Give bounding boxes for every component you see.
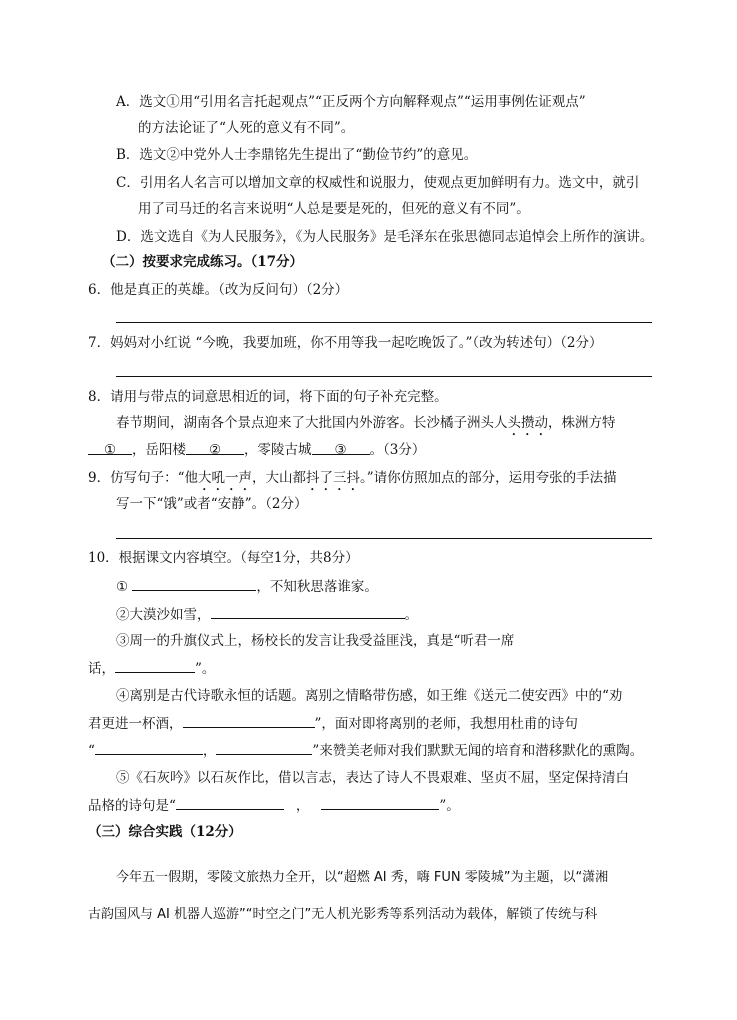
q10-item-2-text: ②大漠沙如雪，	[116, 607, 211, 623]
answer-line-q7[interactable]	[116, 376, 652, 377]
q8-text-c: ，株洲方特	[548, 415, 616, 431]
option-a-line1: A．选文①用“引用名言托起观点”“正反两个方向解释观点”“运用事例佐证观点”	[116, 94, 586, 110]
option-c-line1: C．引用名人名言可以增加文章的权威性和说服力，使观点更加鲜明有力。选文中，就引	[116, 175, 640, 191]
q10-item-2	[116, 604, 418, 625]
q10-item-5-line2	[88, 795, 460, 816]
practice-paragraph-line1: 今年五一假期，零陵文旅热力全开，以“超燃 AI 秀，嗨 FUN 零陵城”为主题，以“潇湘	[116, 870, 609, 885]
q10-item-4-line2	[88, 713, 578, 734]
q10-blank-4[interactable]	[183, 713, 315, 728]
question-7: 7．妈妈对小红说 “今晚，我要加班，你不用等我一起吃晚饭了。”（改为转述句）（2分）	[88, 335, 603, 351]
q10-blank-5[interactable]	[95, 740, 203, 755]
answer-line-q6[interactable]	[116, 322, 652, 323]
q9-text-c: ，大山都	[252, 470, 306, 486]
question-8-stem: 8．请用与带点的词意思相近的词，将下面的句子补充完整。	[88, 389, 448, 405]
q10-blank-8[interactable]	[321, 795, 439, 810]
question-10-stem: 10．根据课文内容填空。（每空1分，共8分）	[88, 550, 359, 566]
option-b: B．选文②中党外人士李鼎铭先生提出了“勤俭节约”的意见。	[116, 147, 478, 163]
option-d: D．选文选自《为人民服务》，《为人民服务》是毛泽东在张思德同志追悼会上所作的演讲。	[116, 229, 654, 245]
q9-dotted-1: 大吼一声	[198, 470, 252, 486]
q10-item-3-line1: ③周一的升旗仪式上，杨校长的发言让我受益匪浅，真是“听君一席	[116, 633, 515, 649]
q10-item-5-end: ”。	[439, 798, 460, 814]
section-two-heading: （二）按要求完成练习。（17分）	[102, 254, 304, 270]
q10-blank-1[interactable]	[132, 576, 256, 591]
q9-text-a: 9．仿写句子：“他	[88, 470, 198, 486]
q9-text-e: 。”请你仿照加点的部分，运用夸张的手法描	[360, 470, 617, 486]
q10-blank-6[interactable]	[216, 740, 312, 755]
q8-text-t1: ，岳阳楼	[132, 442, 186, 458]
q8-blank-2[interactable]	[186, 440, 244, 458]
q10-item-5-text: 品格的诗句是“	[88, 798, 176, 814]
q10-item-1-marker: ①	[116, 579, 129, 595]
q10-blank-3[interactable]	[115, 658, 195, 673]
q10-item-1-text: ，不知秋思落谁家。	[256, 579, 378, 595]
q8-text-a: 春节期间，湖南各个景点迎来了大批国内外游客。长沙橘子洲头人	[116, 415, 508, 431]
q8-marker-1: ①	[103, 442, 117, 458]
q10-item-4-line1: ④离别是古代诗歌永恒的话题。离别之情略带伤感，如王维《送元二使安西》中的“劝	[116, 688, 623, 704]
option-a-line2: 的方法论证了“人死的意义有不同”。	[138, 120, 355, 136]
q8-text-t2: ，零陵古城	[244, 442, 312, 458]
q9-dotted-2: 抖了三抖	[306, 470, 360, 486]
question-8-line1	[116, 413, 616, 439]
q8-dotted-word: 头攒动	[507, 415, 548, 431]
option-c-line2: 用了司马迁的名言来说明“人总是要是死的，但死的意义有不同”。	[138, 201, 530, 217]
q10-item-4-comma: ，	[202, 743, 217, 759]
q10-item-4-quote-open: “	[88, 743, 95, 759]
q10-item-4-text: 君更进一杯酒，	[88, 716, 183, 732]
question-6: 6．他是真正的英雄。（改为反问句）（2分）	[88, 282, 349, 298]
q10-item-5-line1: ⑤《石灰吟》以石灰作比，借以言志，表达了诗人不畏艰难、坚贞不屈，坚定保持清白	[116, 770, 629, 786]
answer-line-q9[interactable]	[116, 538, 652, 539]
q10-item-2-end: 。	[404, 607, 418, 623]
q8-blank-1[interactable]	[88, 440, 132, 458]
practice-paragraph-line2: 古韵国风与 AI 机器人巡游”“时空之门”无人机光影秀等系列活动为载体，解锁了传统与科	[88, 907, 598, 922]
question-8-line2	[88, 440, 425, 460]
q10-item-4-text-c: ”，面对即将离别的老师，我想用杜甫的诗句	[314, 716, 578, 732]
q8-marker-2: ②	[208, 442, 222, 458]
q10-item-3-end: ”。	[195, 661, 216, 677]
q10-item-3-line2	[88, 658, 215, 679]
q8-blank-3[interactable]	[312, 440, 370, 458]
section-three-heading: （三）综合实践（12分）	[88, 824, 242, 840]
q10-item-4-text-f: ”来赞美老师对我们默默无闻的培育和潜移默化的熏陶。	[312, 743, 644, 759]
q8-marker-3: ③	[334, 442, 347, 458]
q10-item-3-text: 话，	[88, 661, 115, 677]
q8-text-t3: 。（3分）	[369, 442, 426, 458]
q10-blank-7[interactable]	[176, 795, 284, 810]
q10-item-4-line3	[88, 740, 643, 761]
question-9-line2: 写一下“饿”或者“安静”。（2分）	[116, 496, 308, 512]
q10-item-1	[116, 576, 378, 597]
question-9-line1	[88, 468, 617, 494]
q10-blank-2[interactable]	[211, 604, 405, 619]
q10-item-5-comma: ，	[295, 798, 310, 814]
